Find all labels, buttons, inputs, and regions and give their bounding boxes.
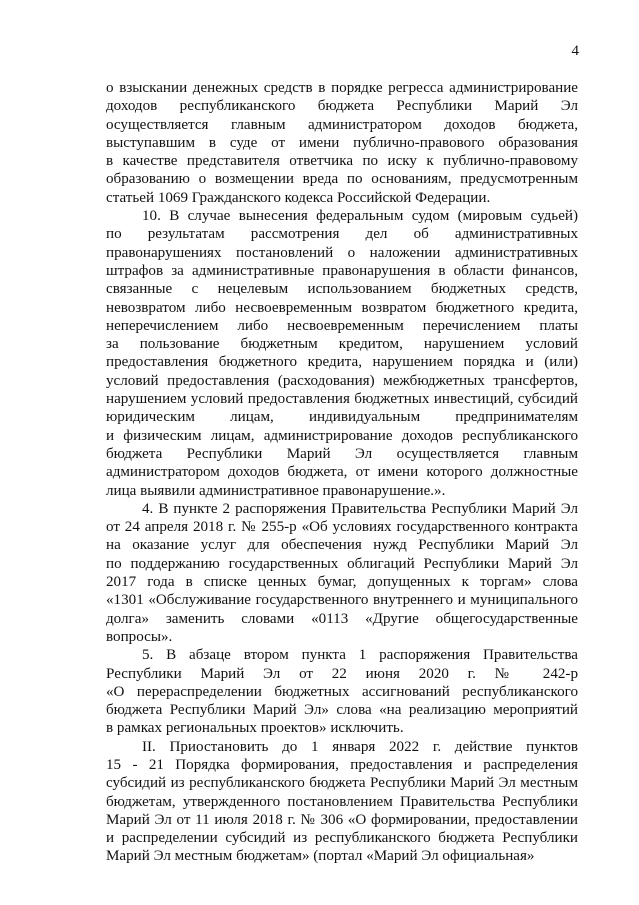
text-line: и физическим лицам, администрирование доходов республиканского bbox=[106, 427, 578, 444]
text-line: администратором доходов бюджета, от имени которого должностные bbox=[106, 464, 578, 481]
text-line: условий предоставления (расходования) межбюджетных трансфертов, bbox=[106, 372, 578, 389]
text-line: лица выявили административное правонарушение.». bbox=[106, 482, 446, 499]
text-line: «1301 «Обслуживание государственного внутреннего и муниципального bbox=[106, 592, 578, 609]
text-line: бюджета Республики Марий Эл» слова «на реализацию мероприятий bbox=[106, 702, 578, 719]
text-line: за пользование бюджетным кредитом, нарушением условий bbox=[106, 336, 578, 353]
text-line: неперечислением либо несвоевременным перечислением платы bbox=[106, 317, 578, 334]
paragraph bbox=[106, 738, 578, 866]
text-line: образованию о возмещении вреда по основаниям, предусмотренным bbox=[106, 171, 578, 188]
text-line: по поддержанию государственных облигаций Республики Марий Эл bbox=[106, 555, 578, 572]
text-line: на оказание услуг для обеспечения нужд Республики Марий Эл bbox=[106, 537, 578, 554]
text-line: связанные с нецелевым использованием бюджетных средств, bbox=[106, 281, 578, 298]
text-line: долга» заменить словами «0113 «Другие общегосударственные bbox=[106, 610, 578, 627]
text-line: «О перераспределении бюджетных ассигнований республиканского bbox=[106, 683, 578, 700]
text-line: выступавшим в суде от имени публично-правового образования bbox=[106, 134, 578, 151]
text-line: 5. В абзаце втором пункта 1 распоряжения Правительства bbox=[142, 647, 578, 664]
paragraph bbox=[106, 500, 578, 646]
text-line: в качестве представителя ответчика по иску к публично-правовому bbox=[106, 153, 578, 170]
paragraph bbox=[106, 79, 578, 207]
page-number: 4 bbox=[571, 43, 579, 59]
text-line: вопросы». bbox=[106, 628, 173, 645]
text-line: II. Приостановить до 1 января 2022 г. действие пунктов bbox=[142, 738, 578, 755]
text-line: юридическим лицам, индивидуальным предпринимателям bbox=[106, 409, 578, 426]
text-line: Марий Эл от 11 июля 2018 г. № 306 «О формировании, предоставлении bbox=[106, 811, 578, 828]
text-line: 2017 года в списке ценных бумаг, допущенных к торгам» слова bbox=[106, 574, 578, 591]
text-line: в рамках региональных проектов» исключить. bbox=[106, 720, 404, 737]
text-line: 10. В случае вынесения федеральным судом (мировым судьей) bbox=[142, 208, 578, 225]
text-line: бюджета Республики Марий Эл осуществляется главным bbox=[106, 445, 578, 462]
text-line: бюджетам, утвержденного постановлением Правительства Республики bbox=[106, 793, 578, 810]
paragraph bbox=[106, 646, 578, 737]
text-line: от 24 апреля 2018 г. № 255-р «Об условиях государственного контракта bbox=[106, 519, 578, 536]
text-line: осуществляется главным администратором доходов бюджета, bbox=[106, 116, 578, 133]
text-line: 4. В пункте 2 распоряжения Правительства Республики Марий Эл bbox=[142, 500, 578, 517]
text-line: нарушением условий предоставления бюджетных инвестиций, субсидий bbox=[106, 391, 578, 408]
text-line: правонарушениях постановлений о наложении административных bbox=[106, 244, 578, 261]
text-line: и распределении субсидий из республиканского бюджета Республики bbox=[106, 830, 578, 847]
text-line: статьей 1069 Гражданского кодекса Российской Федерации. bbox=[106, 189, 491, 206]
text-line: предоставления бюджетного кредита, нарушением порядка и (или) bbox=[106, 354, 578, 371]
paragraph bbox=[106, 207, 578, 500]
text-line: Марий Эл местным бюджетам» (портал «Марий Эл официальная» bbox=[106, 848, 535, 865]
text-line: штрафов за административные правонарушения в области финансов, bbox=[106, 262, 578, 279]
text-line: невозвратом либо несвоевременным возвратом бюджетного кредита, bbox=[106, 299, 578, 316]
document-body bbox=[106, 79, 578, 866]
text-line: субсидий из республиканского бюджета Республики Марий Эл местным bbox=[106, 775, 578, 792]
text-line: Республики Марий Эл от 22 июня 2020 г. № 242-р bbox=[106, 665, 578, 682]
text-line: 15 - 21 Порядка формирования, предоставления и распределения bbox=[106, 756, 578, 773]
text-line: о взыскании денежных средств в порядке регресса администрирование bbox=[106, 80, 578, 96]
text-line: доходов республиканского бюджета Республики Марий Эл bbox=[106, 98, 578, 115]
text-line: по результатам рассмотрения дел об административных bbox=[106, 226, 578, 243]
